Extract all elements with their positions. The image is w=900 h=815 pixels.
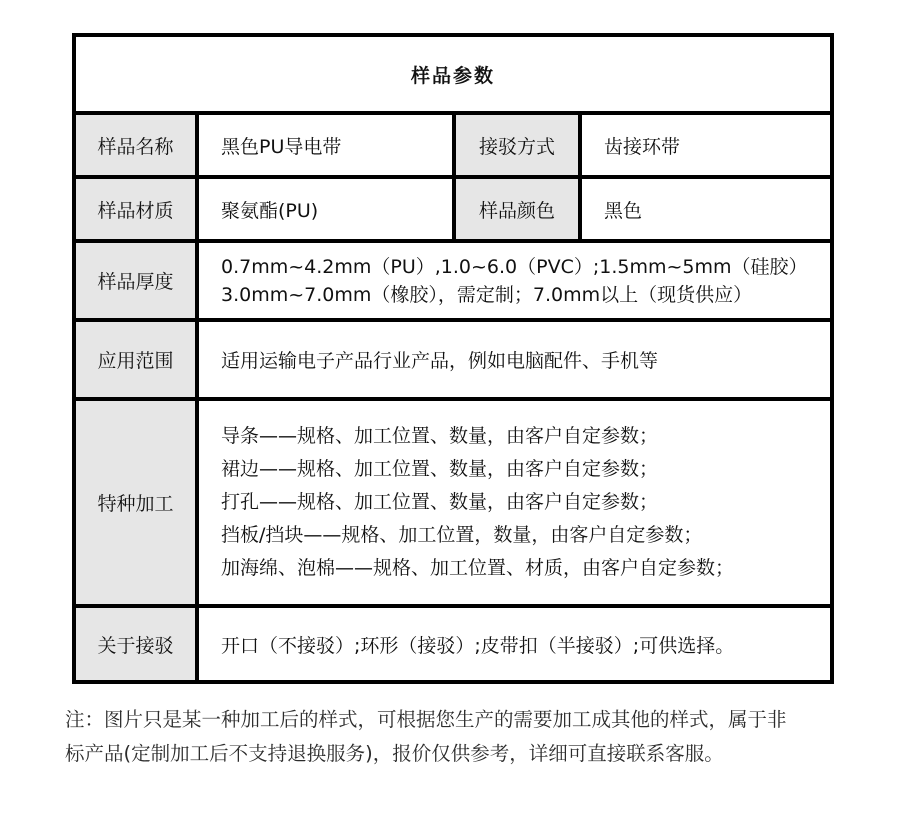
application-value: 适用运输电子产品行业产品，例如电脑配件、手机等: [197, 320, 832, 399]
row-special-processing: [74, 399, 832, 606]
connection-method-label: 接驳方式: [454, 113, 580, 177]
special-processing-value: [197, 399, 832, 606]
spec-table: [72, 33, 834, 684]
special-line-4: 挡板/挡块——规格、加工位置，数量，由客户自定参数；: [221, 524, 703, 546]
color-value: 黑色: [580, 177, 832, 241]
application-label: 应用范围: [74, 320, 197, 399]
special-line-2: 裙边——规格、加工位置、数量，由客户自定参数；: [221, 458, 659, 480]
material-value: 聚氨酯(PU): [197, 177, 454, 241]
title-row: [74, 35, 832, 113]
footnote: [65, 703, 845, 771]
thickness-label: 样品厚度: [74, 241, 197, 320]
connection-label: 关于接驳: [74, 606, 197, 682]
sample-name-value: 黑色PU导电带: [197, 113, 454, 177]
color-label: 样品颜色: [454, 177, 580, 241]
row-material: [74, 177, 832, 241]
material-label: 样品材质: [74, 177, 197, 241]
sample-name-label: 样品名称: [74, 113, 197, 177]
connection-method-value: 齿接环带: [580, 113, 832, 177]
connection-value: 开口（不接驳）;环形（接驳）;皮带扣（半接驳）;可供选择。: [197, 606, 832, 682]
thickness-line-2: 3.0mm~7.0mm（橡胶），需定制；7.0mm以上（现货供应）: [221, 283, 753, 306]
footnote-line-1: 注：图片只是某一种加工后的样式，可根据您生产的需要加工成其他的样式，属于非: [65, 708, 787, 731]
footnote-line-2: 标产品(定制加工后不支持退换服务)，报价仅供参考，详细可直接联系客服。: [65, 742, 724, 765]
row-sample-name: [74, 113, 832, 177]
special-line-5: 加海绵、泡棉——规格、加工位置、材质，由客户自定参数；: [221, 557, 735, 579]
thickness-line-1: 0.7mm~4.2mm（PU）,1.0~6.0（PVC）;1.5mm~5mm（硅胶）: [221, 255, 808, 278]
special-line-1: 导条——规格、加工位置、数量，由客户自定参数；: [221, 425, 659, 447]
row-thickness: [74, 241, 832, 320]
row-application: [74, 320, 832, 399]
special-line-3: 打孔——规格、加工位置、数量，由客户自定参数；: [221, 491, 659, 513]
thickness-value: [197, 241, 832, 320]
page-title: 样品参数: [74, 35, 832, 113]
row-connection: [74, 606, 832, 682]
special-processing-label: 特种加工: [74, 399, 197, 606]
